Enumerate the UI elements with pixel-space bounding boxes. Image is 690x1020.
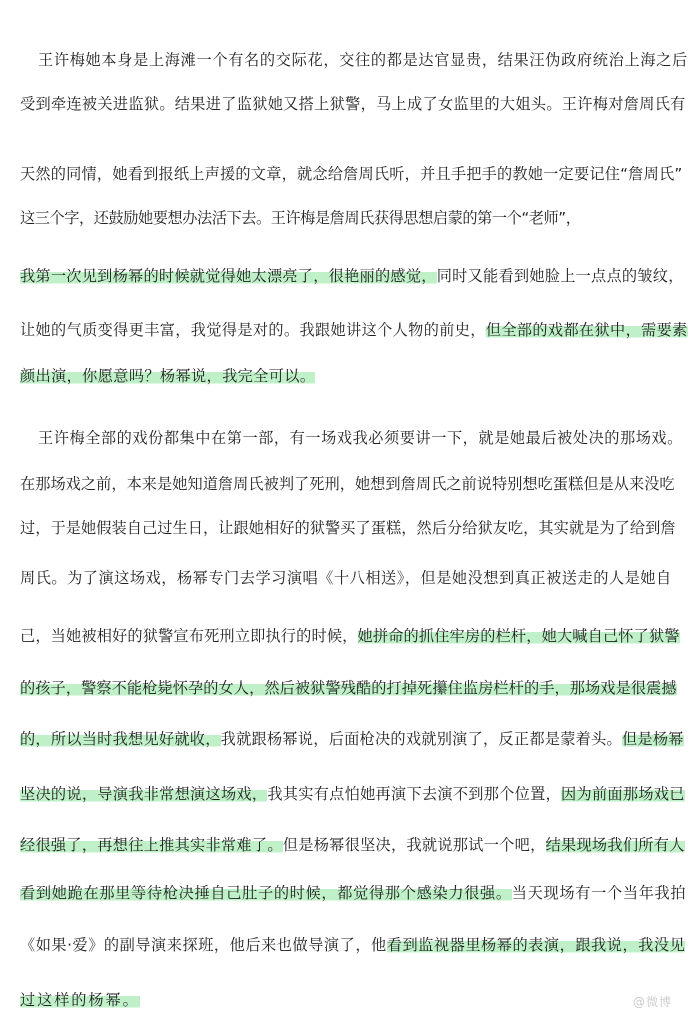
body-text: 这三个字，还鼓励她要想办法活下去。王许梅是詹周氏获得思想启蒙的第一个“老师”， (20, 209, 581, 227)
highlighted-text: 但全部的戏都在狱中，需要素 (485, 321, 688, 339)
body-text: 王许梅她本身是上海滩一个有名的交际花，交往的都是达官显贵，结果汪伪政府统治上海之后 (38, 51, 688, 69)
highlighted-text: 颜出演，你愿意吗？杨幂说，我完全可以。 (20, 367, 316, 385)
body-text: 同时又能看到她脸上一点点的皱纹， (436, 267, 684, 285)
text-line (20, 198, 580, 238)
highlighted-text: 经很强了，再想往上推其实非常难了。 (20, 836, 283, 854)
text-line (20, 668, 677, 708)
text-line (20, 925, 685, 965)
body-text: 己，当她被相好的狱警宣布死刑立即执行的时候， (20, 627, 358, 645)
text-line (20, 825, 685, 865)
highlighted-text: 的，所以当时我想见好就收， (20, 730, 221, 748)
highlighted-text: 看到她跪在那里等待枪决捶自己肚子的时候，都觉得那个感染力很强。 (20, 884, 512, 902)
text-line (20, 873, 686, 913)
highlighted-text: 我第一次见到杨幂的时候就觉得她太漂亮了，很艳丽的感觉， (20, 267, 437, 285)
body-text: 在那场戏之前，本来是她知道詹周氏被判了死刑，她想到詹周氏之前说特别想吃蛋糕但是从来没吃 (20, 475, 675, 493)
text-line (20, 256, 684, 296)
text-line (20, 310, 688, 350)
body-text: 我其实有点怕她再演下去演不到那个位置， (267, 785, 562, 803)
highlighted-text: 她拼命的抓住牢房的栏杆，她大喊自己怀了狱警 (357, 627, 680, 645)
body-text: 受到牵连被关进监狱。结果进了监狱她又搭上狱警，马上成了女监里的大姐头。王许梅对詹周氏有 (20, 95, 686, 113)
highlighted-text: 看到监视器里杨幂的表演，跟我说，我没见 (386, 936, 686, 954)
text-line (20, 84, 686, 124)
text-line (20, 719, 684, 759)
text-line (20, 980, 140, 1020)
text-line (20, 154, 682, 194)
text-line (38, 418, 683, 458)
text-line (20, 616, 680, 656)
body-text: 《如果·爱》的副导演来探班，他后来也做导演了，他 (20, 936, 387, 954)
highlighted-text: 的孩子，警察不能枪毙怀孕的女人，然后被狱警残酷的打掉死攥住监房栏杆的手，那场戏是很震撼 (20, 679, 677, 697)
body-text: 天然的同情，她看到报纸上声援的文章，就念给詹周氏听，并且手把手的教她一定要记住“詹周氏” (20, 165, 683, 183)
highlighted-text: 过这样的杨幂。 (20, 991, 140, 1009)
body-text: 王许梅全部的戏份都集中在第一部，有一场戏我必须要讲一下，就是她最后被处决的那场戏。 (38, 429, 683, 447)
text-line (20, 356, 315, 396)
body-text: 但是杨幂很坚决，我就说那试一个吧， (282, 836, 546, 854)
body-text: 当天现场有一个当年我拍 (511, 884, 687, 902)
text-line (20, 558, 672, 598)
highlighted-text: 因为前面那场戏已 (561, 785, 685, 803)
text-line (38, 40, 688, 80)
text-line (20, 464, 675, 504)
body-text: 我就跟杨幂说，后面枪决的戏就别演了，反正都是蒙着头。 (220, 730, 622, 748)
highlighted-text: 坚决的说，导演我非常想演这场戏， (20, 785, 268, 803)
text-line (20, 508, 676, 548)
body-text: 周氏。为了演这场戏，杨幂专门去学习演唱《十八相送》，但是她没想到真正被送走的人是她自 (20, 569, 672, 587)
body-text: 让她的气质变得更丰富，我觉得是对的。我跟她讲这个人物的前史， (20, 321, 486, 339)
text-line (20, 774, 685, 814)
body-text: 过，于是她假装自己过生日，让跟她相好的狱警买了蛋糕，然后分给狱友吃，其实就是为了给到詹 (20, 519, 676, 537)
highlighted-text: 但是杨幂 (621, 730, 684, 748)
watermark: @微博 (632, 995, 672, 1009)
highlighted-text: 结果现场我们所有人 (545, 836, 685, 854)
